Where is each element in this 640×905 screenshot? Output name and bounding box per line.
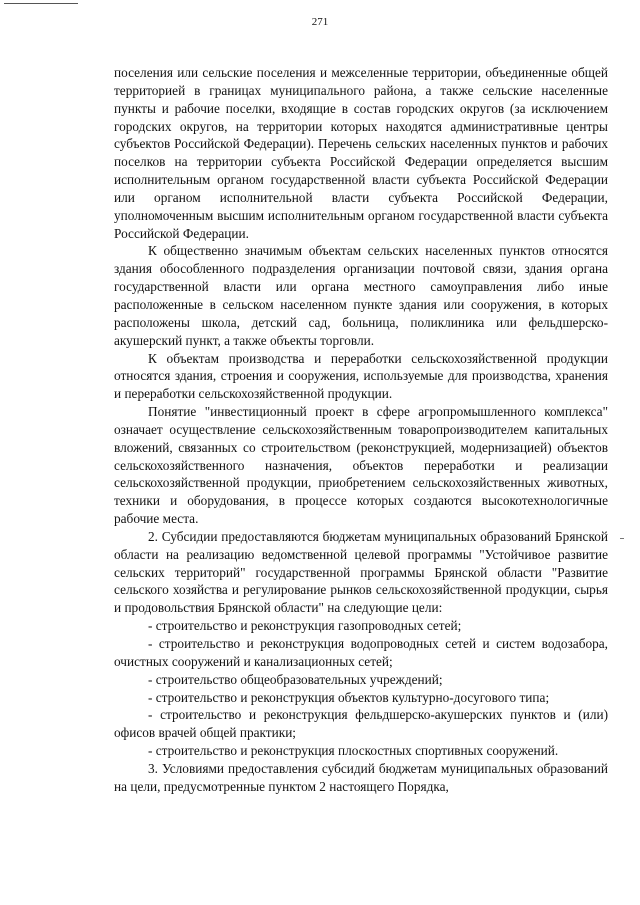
- top-rule: [4, 3, 78, 4]
- list-item: - строительство и реконструкция плоскостных спортивных сооружений.: [148, 743, 559, 759]
- body-text: [114, 64, 608, 796]
- list-item: - строительство и реконструкция фельдшерско-акушерских пунктов и (или) офисов врачей общей практики;: [114, 707, 608, 741]
- paragraph-2: К общественно значимым объектам сельских населенных пунктов относятся здания обособленного подразделения организации почтовой связи, здания органа государственной власти или органа местного самоуправления либо иные расположенные в сельском населенном пункте здания или сооружения, в которых расположены школа, детский сад, больница, поликлиника или фельдшерско-акушерский пункт, а также объекты торговли.: [114, 243, 608, 348]
- paragraph-1: поселения или сельские поселения и межселенные территории, объединенные общей территорией в границах муниципального района, а также сельские населенные пункты и рабочие поселки, входящие в состав городских округов (за исключением городских округов, на территории которых находятся административные центры субъектов Российской Федерации). Перечень сельских населенных пунктов и рабочих поселков на территории субъекта Российской Федерации определяется высшим исполнительным органом государственной власти субъекта Российской Федерации или органом исполнительной власти субъекта Российской Федерации, уполномоченным высшим исполнительным органом государственной власти субъекта Российской Федерации.: [114, 65, 608, 241]
- list-item: - строительство и реконструкция газопроводных сетей;: [148, 618, 462, 634]
- paragraph-4: Понятие "инвестиционный проект в сфере агропромышленного комплекса" означает осуществление сельскохозяйственным товаропроизводителем капитальных вложений, связанных со строительством (реконструкцией, модернизацией) объектов сельскохозяйственного назначения, объектов переработки и реализации сельскохозяйственной продукции, приобретением сельскохозяйственных животных, техники и оборудования, в процессе которых создаются высокотехнологичные рабочие места.: [114, 404, 608, 527]
- paragraph-3: К объектам производства и переработки сельскохозяйственной продукции относятся здания, строения и сооружения, используемые для производства, хранения и переработки сельскохозяйственной продукции.: [114, 350, 608, 402]
- list-item: - строительство и реконструкция водопроводных сетей и систем водозабора, очистных сооружений и канализационных сетей;: [114, 636, 608, 669]
- list-item: - строительство и реконструкция объектов культурно-досугового типа;: [148, 689, 550, 705]
- paragraph-5: 2. Субсидии предоставляются бюджетам муниципальных образований Брянской области на реализацию ведомственной целевой программы "Устойчивое развитие сельских территорий" государственной программы Брянской области "Развитие сельского хозяйства и регулирование рынков сельскохозяйственной продукции, сырья и продовольствия Брянской области" на следующие цели:: [114, 528, 608, 616]
- page-number: 271: [311, 16, 329, 28]
- paragraph-6: 3. Условиями предоставления субсидий бюджетам муниципальных образований на цели, предусмотренные пунктом 2 настоящего Порядка,: [114, 760, 608, 794]
- list-item: - строительство общеобразовательных учреждений;: [148, 671, 443, 687]
- margin-mark: [620, 538, 624, 539]
